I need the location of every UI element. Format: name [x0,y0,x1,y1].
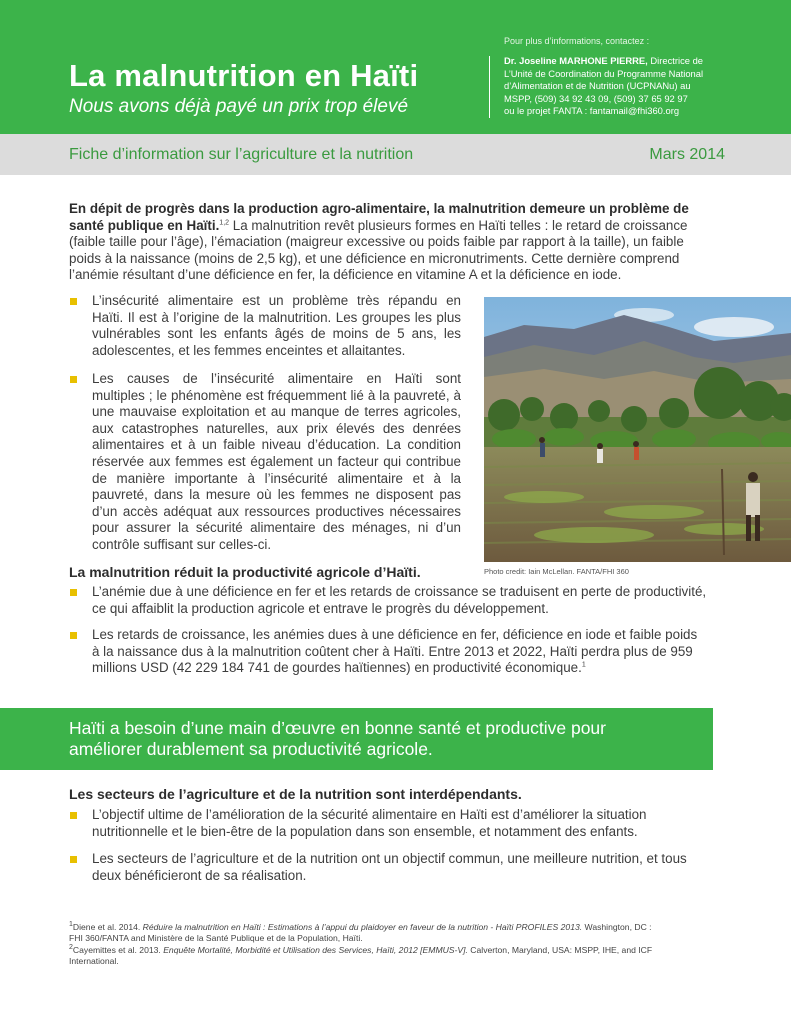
bullet-line: millions USD (42 229 184 741 de gourdes haïtiennes) en productivité économique. [92,660,582,676]
footnote-ref: 1 [581,661,586,669]
intro-paragraph [69,201,712,284]
footnote-publisher: Washington, DC : [582,922,652,932]
bullet-line: deux bénéficieront de sa réalisation. [92,867,307,883]
section-heading-interdependence: Les secteurs de l’agriculture et de la nutrition sont interdépendants. [69,786,522,802]
footnote-2 [69,945,709,956]
bullet-line: aux catastrophes naturelles, aux prix élevés des denrées [92,420,461,436]
farm-field-photo [484,297,791,562]
intro-bold-line: santé publique en Haïti. [69,217,220,233]
contact-line: d’Alimentation et de Nutrition (UCPNANu) au [504,80,691,92]
bullet-line: L’anémie due à une déficience en fer et les retards de croissance se traduisent en perte de productivité, [92,584,707,599]
bullet-marker [70,856,77,863]
document-subtitle: Nous avons déjà payé un prix trop élevé [69,96,409,117]
bullet-line: nutritionnelle et le bien-être de la population dans son ensemble, et notamment des enfants. [92,823,638,839]
photo-credit: Photo credit: Iain McLellan. FANTA/FHI 360 [484,567,629,576]
footnote-1 [69,922,709,933]
bullet-economic-cost [92,627,722,677]
bullet-marker [70,589,77,596]
callout-text [69,718,606,760]
subheader-band [0,134,791,175]
bullet-line: alimentaires et à un faible niveau d’éducation. La condition [92,437,461,453]
footnote-author: Cayemittes et al. 2013. [72,944,164,955]
contact-line: ou le projet FANTA : fantamail@fhi360.org [504,105,680,117]
intro-line: (faible taille pour l’âge), l’émaciation (maigreur excessive ou poids faible par rapport à la taille), un faible [69,234,684,250]
footnote-author: Diene et al. 2014. [72,922,143,932]
bullet-line: Les causes de l’insécurité alimentaire en Haïti sont [92,371,461,386]
contact-role: Directrice de [647,55,704,66]
contact-name: Dr. Joseline MARHONE PIERRE, [504,55,648,66]
bullet-marker [70,298,77,305]
bullet-marker [70,812,77,819]
bullet-objective [92,807,722,840]
intro-line: l’anémie résultant d’une déficience en fer, la déficience en vitamine A et la déficience en iode. [69,267,622,283]
bullet-causes [92,371,461,554]
footnote-title: Enquête Mortalité, Morbidité et Utilisation des Services, Haïti, 2012 [EMMUS-V]. [163,944,468,955]
bullet-line: L’objectif ultime de l’amélioration de la sécurité alimentaire en Haïti est d’améliorer la situation [92,807,647,822]
publication-date: Mars 2014 [649,146,725,163]
bullet-common-goal [92,851,722,884]
bullet-line: réservée aux femmes est également un facteur qui contribue [92,453,461,469]
contact-block [504,55,703,118]
intro-bold-line: En dépit de progrès dans la production agro-alimentaire, la malnutrition demeure un problème de [69,201,689,216]
footnote-2-line2: International. [69,956,119,967]
contact-intro: Pour plus d’informations, contactez : [504,36,650,46]
bullet-marker [70,376,77,383]
document-title: La malnutrition en Haïti [69,58,419,93]
callout-line: Haïti a besoin d’une main d’œuvre en bonne santé et productive pour [69,718,606,738]
header-banner [0,0,791,134]
bullet-line: Les retards de croissance, les anémies dues à une déficience en fer, déficience en iode et faible poids [92,627,698,642]
bullet-line: pour assurer la sécurité alimentaire des ménages, ni d’un [92,520,461,536]
bullet-line: vulnérables sont les enfants âgés de moins de 5 ans, les [92,326,461,342]
intro-line: poids à la naissance (moins de 2,5 kg), et une déficience en micronutriments. Cette dernière comprend [69,250,680,266]
intro-text: La malnutrition revêt plusieurs formes en Haïti telles : le retard de croissance [229,217,688,233]
bullet-line: adolescentes, et les femmes enceintes et allaitantes. [92,342,406,358]
footnote-ref: 1,2 [219,219,230,227]
bullet-line: multiples ; le phénomène est fréquemment lié à la pauvreté, à [92,387,461,403]
section-heading-productivity: La malnutrition réduit la productivité agricole d’Haïti. [69,564,421,580]
bullet-line: Haïti. Il est à l’origine de la malnutrition. Les groupes les plus [92,309,461,325]
bullet-line: ce qui affaiblit la production agricole et entrave le progrès du développement. [92,600,549,616]
footnote-title: Réduire la malnutrition en Haïti : Estimations à l’appui du plaidoyer en faveur de la nutrition - Haïti PROFILES 2013. [142,922,583,932]
contact-divider [489,56,490,118]
footnote-publisher: Calverton, Maryland, USA: MSPP, IHE, and ICF [467,944,653,955]
contact-line: MSPP, (509) 34 92 43 09, (509) 37 65 92 97 [504,92,688,104]
bullet-marker [70,632,77,639]
footnote-1-line2: FHI 360/FANTA and Ministère de la Santé Publique et de la Population, Haïti. [69,933,363,944]
bullet-line: contrôle suffisant sur celles-ci. [92,536,272,552]
bullet-line: L’insécurité alimentaire est un problème très répandu en [92,293,461,308]
contact-line: L’Unité de Coordination du Programme National [504,67,704,79]
bullet-line: de manière importante à l’insécurité alimentaire et à la [92,470,461,486]
bullet-line: d’un accès adéquat aux ressources productives nécessaires [92,503,461,519]
bullet-line: à la naissance dus à la malnutrition coûtent cher à Haïti. Entre 2013 et 2022, Haïti perdra plus de 959 [92,643,693,659]
bullet-food-insecurity [92,293,461,359]
bullet-anemia [92,584,722,617]
footnotes [69,922,709,968]
fact-sheet-label: Fiche d’information sur l’agriculture et la nutrition [69,146,414,163]
callout-banner [0,708,713,770]
bullet-line: pauvreté, dans la mesure où les femmes ne disposent pas [92,487,461,503]
footnote-number: 2 [69,943,73,951]
callout-line: améliorer durablement sa productivité agricole. [69,739,433,759]
footnote-number: 1 [69,921,73,929]
bullet-line: une mauvaise exploitation et au manque de terres agricoles, [92,404,461,420]
bullet-line: Les secteurs de l’agriculture et de la nutrition ont un objectif commun, une meilleure nutrition, et tous [92,851,687,866]
